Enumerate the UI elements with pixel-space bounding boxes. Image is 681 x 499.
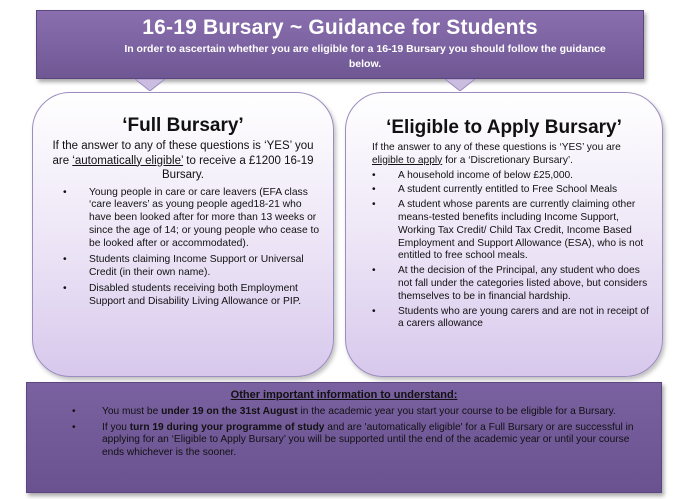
intro-text: to receive a £1200 16-19 Bursary. [162, 154, 314, 181]
page-subtitle: In order to ascertain whether you are eligible for a 16-19 Bursary you should follow the guidance below. [124, 43, 606, 70]
item-text: and are 'automatically eligible' for a Full Bursary or are successful in applying for an ‘Eligible to Apply Bursary’ you will be supported until the end of the academic year or until your course ends whichever is the sooner. [102, 421, 634, 459]
full-bursary-criteria [89, 187, 323, 309]
list-item: • A household income of below £25,000. [398, 170, 652, 183]
page-title: 16-19 Bursary ~ Guidance for Students [142, 16, 538, 39]
eligible-bursary-panel [345, 92, 663, 377]
list-item: • A student currently entitled to Free School Meals [398, 184, 652, 197]
eligible-bursary-heading: ‘Eligible to Apply Bursary’ [386, 117, 622, 138]
list-item: • Students claiming Income Support or Universal Credit (in their own name). [89, 254, 323, 280]
full-bursary-intro [45, 139, 321, 183]
item-text: in the academic year you start your course to be eligible for a Bursary. [297, 406, 616, 417]
header-banner [36, 10, 644, 79]
list-item: • Students who are young carers and are not in receipt of a carers allowance [398, 306, 652, 332]
intro-text: If the answer to any of these questions is ‘YES’ you are [372, 142, 621, 153]
list-item: • Young people in care or care leavers (EFA class ‘care leavers’ as young people aged18-21 who have been looked after for more than 13 weeks or since the age of 14; or young people who cease to be looked after or accommodated). [89, 187, 323, 252]
other-info-list [102, 406, 641, 460]
intro-text: If the answer to any of these questions is ‘YES’ you are [52, 140, 314, 167]
intro-emphasis: ‘automatically eligible’ [72, 154, 184, 167]
full-bursary-panel [32, 92, 334, 377]
list-item [102, 406, 641, 419]
full-bursary-heading: ‘Full Bursary’ [122, 115, 244, 136]
item-text: If you [102, 421, 130, 433]
item-text: You must be [102, 406, 162, 417]
list-item: • At the decision of the Principal, any student who does not fall under the categories listed above, but considers themselves to be in financial hardship. [398, 265, 652, 303]
intro-text: for a ‘Discretionary Bursary’. [442, 154, 574, 166]
item-emphasis: turn 19 during your programme of study [129, 421, 325, 433]
eligible-bursary-intro [372, 142, 646, 168]
list-item: • A student whose parents are currently claiming other means-tested benefits including Income Support, Working Tax Credit/ Child Tax Credit, Income Based Employment and Support Allowance (ESA), who is not entitled to free school meals. [398, 199, 652, 263]
list-item: • Disabled students receiving both Employment Support and Disability Living Allowance or PIP. [89, 283, 323, 309]
list-item [102, 422, 641, 460]
down-arrow-icon [445, 79, 475, 91]
eligible-bursary-criteria [398, 170, 652, 332]
other-info-heading: Other important information to understand: [230, 389, 458, 401]
item-emphasis: under 19 on the 31st August [161, 406, 298, 417]
other-info-box [26, 382, 662, 493]
down-arrow-icon [135, 79, 165, 91]
intro-emphasis: eligible to apply [372, 154, 443, 166]
